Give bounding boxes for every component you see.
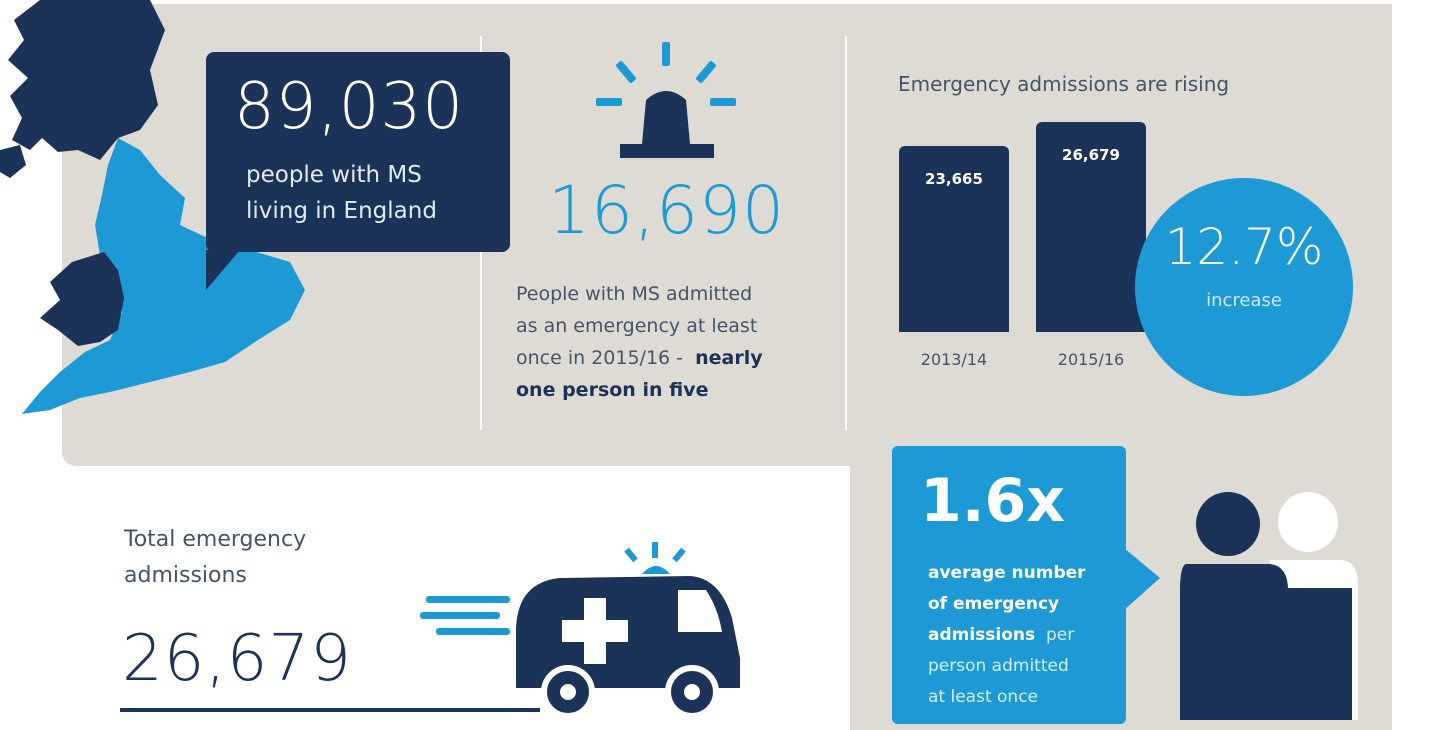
average-callout	[892, 446, 1126, 724]
increase-label: increase	[1206, 290, 1282, 311]
average-bold-line3: admissions	[928, 625, 1036, 645]
emergency-text-line1: People with MS admitted	[516, 283, 753, 305]
emergency-people-text	[516, 278, 763, 406]
england-stat-callout	[206, 52, 510, 252]
callout-pointer	[200, 250, 240, 292]
chart-tick-1: 2015/16	[1057, 350, 1125, 369]
average-bold-line1: average number	[928, 563, 1086, 583]
england-stat-value: 89,030	[234, 70, 464, 144]
total-label-line2: admissions	[124, 563, 247, 588]
total-admissions-value: 26,679	[122, 622, 352, 696]
england-stat-line1: people with MS	[246, 162, 422, 188]
increase-circle	[1135, 178, 1353, 396]
chart-tick-0: 2013/14	[920, 350, 988, 369]
emergency-text-line3	[516, 342, 763, 374]
increase-value: 12.7%	[1164, 218, 1324, 276]
average-normal-line2: at least once	[928, 687, 1038, 707]
average-callout-pointer	[1124, 548, 1164, 612]
divider-2	[845, 36, 847, 430]
emergency-text-line2: as an emergency at least	[516, 315, 758, 337]
emergency-text-bold-inline: nearly	[695, 347, 763, 369]
total-label-line1: Total emergency	[124, 527, 307, 552]
average-normal-line1: person admitted	[928, 656, 1069, 676]
average-bold-line2: of emergency	[928, 594, 1060, 614]
chart-bar-value-1: 26,679	[1062, 146, 1120, 164]
england-stat-line2: living in England	[246, 198, 437, 224]
total-admissions-label	[124, 522, 306, 594]
average-text	[928, 558, 1086, 713]
emergency-text-line3-normal: once in 2015/16 -	[516, 347, 684, 369]
ambulance-icon	[420, 538, 760, 720]
chart-title: Emergency admissions are rising	[898, 72, 1230, 96]
siren-icon	[592, 40, 738, 160]
average-normal-inline: per	[1045, 625, 1075, 645]
emergency-text-bold-line: one person in five	[516, 379, 709, 401]
emergency-people-value: 16,690	[548, 172, 785, 249]
average-value: 1.6x	[920, 466, 1065, 536]
people-icon	[1170, 488, 1370, 720]
chart-bar-value-0: 23,665	[925, 170, 983, 188]
